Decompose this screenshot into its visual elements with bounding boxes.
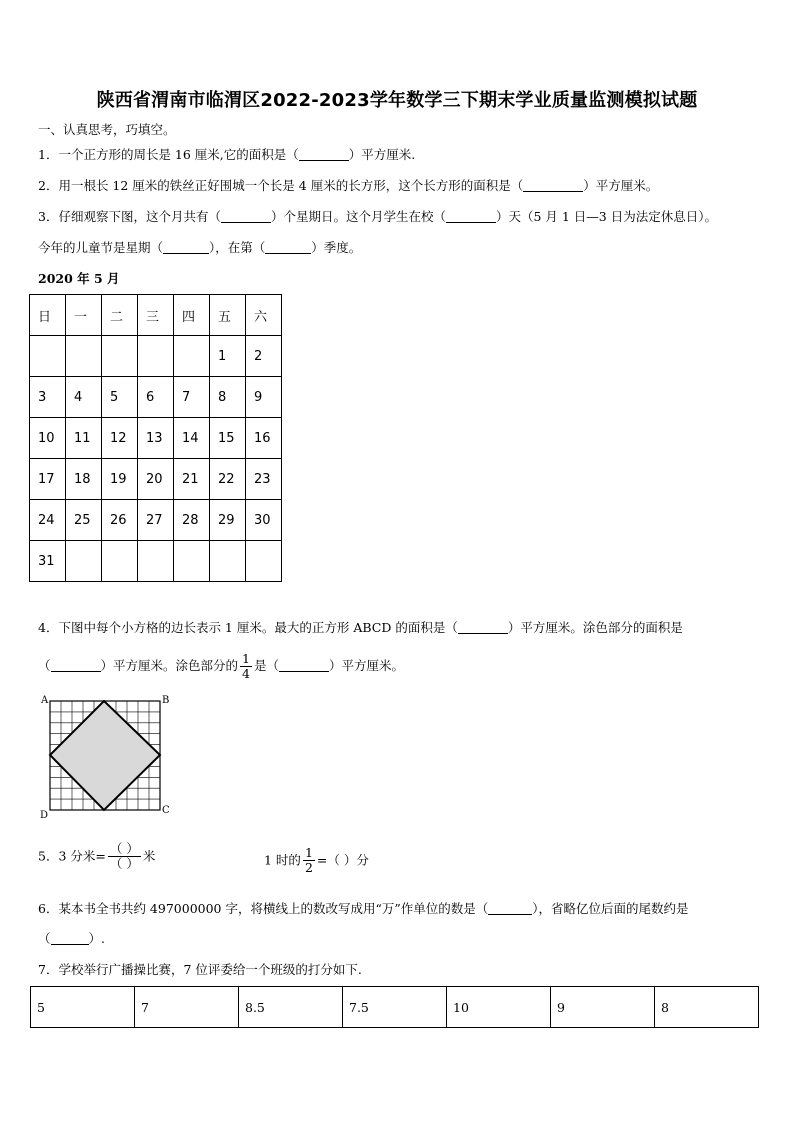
q4-fraction xyxy=(240,652,252,681)
calendar-day-cell xyxy=(102,541,138,582)
calendar-day-cell: 3 xyxy=(30,377,66,418)
calendar-day-cell: 28 xyxy=(174,500,210,541)
calendar-day-cell: 13 xyxy=(138,418,174,459)
calendar-day-cell: 9 xyxy=(246,377,282,418)
calendar-day-cell xyxy=(138,336,174,377)
calendar-day-cell: 15 xyxy=(210,418,246,459)
q4-area-blank[interactable] xyxy=(458,619,508,634)
score-cell: 5 xyxy=(31,987,135,1028)
q5-half-fraction xyxy=(303,846,315,875)
calendar-day-cell: 20 xyxy=(138,459,174,500)
label-a: A xyxy=(41,695,49,706)
q6-wan-blank[interactable] xyxy=(488,900,532,915)
calendar-day-cell xyxy=(102,336,138,377)
calendar-week-row xyxy=(30,541,282,582)
score-cell: 9 xyxy=(551,987,655,1028)
scores-row xyxy=(31,987,759,1028)
calendar-day-cell: 1 xyxy=(210,336,246,377)
question-5 xyxy=(38,842,155,871)
q3-weekday-blank[interactable] xyxy=(163,239,209,254)
calendar-header-row xyxy=(30,295,282,336)
score-cell: 7.5 xyxy=(343,987,447,1028)
calendar-weekday-header: 三 xyxy=(138,295,174,336)
calendar-weekday-header: 四 xyxy=(174,295,210,336)
calendar-week-row xyxy=(30,418,282,459)
calendar-week-row xyxy=(30,459,282,500)
calendar-day-cell: 2 xyxy=(246,336,282,377)
question-1 xyxy=(38,146,415,164)
calendar-day-cell: 29 xyxy=(210,500,246,541)
calendar-weekday-header: 二 xyxy=(102,295,138,336)
q4-text-f: ）平方厘米。 xyxy=(329,658,405,673)
calendar-day-cell: 23 xyxy=(246,459,282,500)
calendar-day-cell: 16 xyxy=(246,418,282,459)
question-6-line-1 xyxy=(38,900,689,918)
q4-text-b: ）平方厘米。涂色部分的面积是 xyxy=(507,620,683,635)
calendar-weekday-header: 一 xyxy=(66,295,102,336)
q3-text-e: ），在第（ xyxy=(209,240,266,255)
q3-text-f: ）季度。 xyxy=(311,240,362,255)
calendar-week-row xyxy=(30,500,282,541)
q4-shaded-area-blank[interactable] xyxy=(51,657,101,672)
question-6-line-2 xyxy=(38,930,105,948)
calendar-day-cell: 8 xyxy=(210,377,246,418)
q1-answer-blank[interactable] xyxy=(299,146,349,161)
question-2 xyxy=(38,177,658,195)
q3-text-c: ）天（5 月 1 日—3 日为法定休息日）。 xyxy=(495,209,717,224)
calendar-day-cell: 17 xyxy=(30,459,66,500)
q5-unit: 米 xyxy=(142,848,156,864)
calendar-day-cell: 18 xyxy=(66,459,102,500)
label-c: C xyxy=(162,805,170,816)
q1-text-post: ）平方厘米. xyxy=(348,147,416,162)
q5-numerator-blank[interactable]: （ ） xyxy=(109,841,139,856)
q5-half-denominator: 2 xyxy=(304,860,313,875)
score-cell: 10 xyxy=(447,987,551,1028)
calendar-day-cell: 14 xyxy=(174,418,210,459)
calendar-table xyxy=(29,294,282,582)
section-heading: 一、认真思考，巧填空。 xyxy=(38,122,176,137)
page-title: 陕西省渭南市临渭区2022-2023学年数学三下期末学业质量监测模拟试题 xyxy=(96,90,698,111)
calendar-day-cell xyxy=(246,541,282,582)
square-grid-figure xyxy=(38,693,178,823)
calendar-day-cell: 27 xyxy=(138,500,174,541)
q6-text-b: ），省略亿位后面的尾数约是 xyxy=(532,901,689,916)
calendar-day-cell: 6 xyxy=(138,377,174,418)
q5-half-numerator: 1 xyxy=(304,845,313,860)
q5-fraction-blank[interactable] xyxy=(108,842,141,871)
label-d: D xyxy=(40,810,49,821)
q4-text-c: （ xyxy=(38,658,51,673)
calendar-day-cell: 25 xyxy=(66,500,102,541)
calendar-day-cell: 4 xyxy=(66,377,102,418)
q5-denominator-blank[interactable]: （ ） xyxy=(109,856,139,871)
calendar-day-cell: 10 xyxy=(30,418,66,459)
q4-text-a: 4．下图中每个小方格的边长表示 1 厘米。最大的正方形 ABCD 的面积是（ xyxy=(38,620,458,635)
q2-text-post: ）平方厘米。 xyxy=(583,178,659,193)
calendar-day-cell xyxy=(210,541,246,582)
calendar-weekday-header: 五 xyxy=(210,295,246,336)
q5-part2-post[interactable]: =（ ）分 xyxy=(316,852,369,868)
q3-school-days-blank[interactable] xyxy=(446,208,496,223)
q3-sundays-blank[interactable] xyxy=(221,208,271,223)
q2-text-pre: 2．用一根长 12 厘米的铁丝正好围城一个长是 4 厘米的长方形，这个长方形的面积是（ xyxy=(38,178,524,193)
calendar-day-cell: 19 xyxy=(102,459,138,500)
question-3-line-1 xyxy=(38,208,717,226)
calendar-caption: 2020 年 5 月 xyxy=(38,271,120,286)
calendar-day-cell: 12 xyxy=(102,418,138,459)
q1-text-pre: 1．一个正方形的周长是 16 厘米,它的面积是（ xyxy=(38,147,299,162)
calendar-day-cell xyxy=(174,541,210,582)
calendar-day-cell: 31 xyxy=(30,541,66,582)
shaded-diamond xyxy=(50,701,160,810)
calendar-day-cell: 26 xyxy=(102,500,138,541)
q4-quarter-area-blank[interactable] xyxy=(279,657,329,672)
q4-fraction-numerator: 1 xyxy=(242,651,250,666)
q3-text-d: 今年的儿童节是星期（ xyxy=(38,240,164,255)
q3-quarter-blank[interactable] xyxy=(265,239,311,254)
calendar-day-cell xyxy=(174,336,210,377)
question-4-line-1 xyxy=(38,619,683,637)
calendar-day-cell: 30 xyxy=(246,500,282,541)
q4-fraction-denominator: 4 xyxy=(242,666,250,681)
label-b: B xyxy=(162,695,170,706)
calendar-day-cell xyxy=(30,336,66,377)
scores-table xyxy=(30,986,759,1028)
calendar-week-row xyxy=(30,377,282,418)
calendar-day-cell: 7 xyxy=(174,377,210,418)
q5-text-pre: 5．3 分米= xyxy=(38,848,106,864)
q6-text-c: （ xyxy=(38,931,51,946)
q3-text-a: 3．仔细观察下图，这个月共有（ xyxy=(38,209,221,224)
q6-yi-blank[interactable] xyxy=(51,930,89,945)
q5-part2-pre: 1 时的 xyxy=(264,852,301,868)
q4-text-e: 是（ xyxy=(253,658,279,673)
calendar-day-cell: 24 xyxy=(30,500,66,541)
calendar-day-cell xyxy=(138,541,174,582)
question-4-line-2 xyxy=(38,652,404,681)
q6-text-a: 6．某本书全书共约 497000000 字，将横线上的数改写成用“万”作单位的数是（ xyxy=(38,901,489,916)
q4-text-d: ）平方厘米。涂色部分的 xyxy=(100,658,239,673)
calendar-weekday-header: 六 xyxy=(246,295,282,336)
calendar-weekday-header: 日 xyxy=(30,295,66,336)
calendar-day-cell: 11 xyxy=(66,418,102,459)
calendar-day-cell: 22 xyxy=(210,459,246,500)
calendar-day-cell: 21 xyxy=(174,459,210,500)
q3-text-b: ）个星期日。这个月学生在校（ xyxy=(270,209,446,224)
question-7: 7．学校举行广播操比赛，7 位评委给一个班级的打分如下. xyxy=(38,962,362,977)
score-cell: 8 xyxy=(655,987,759,1028)
calendar-week-row xyxy=(30,336,282,377)
q6-text-d: ）. xyxy=(88,931,105,946)
calendar-day-cell xyxy=(66,541,102,582)
score-cell: 8.5 xyxy=(239,987,343,1028)
question-3-line-2 xyxy=(38,239,361,257)
calendar-day-cell: 5 xyxy=(102,377,138,418)
calendar-day-cell xyxy=(66,336,102,377)
score-cell: 7 xyxy=(135,987,239,1028)
question-5-part-2 xyxy=(264,846,369,875)
q2-answer-blank[interactable] xyxy=(523,177,583,192)
